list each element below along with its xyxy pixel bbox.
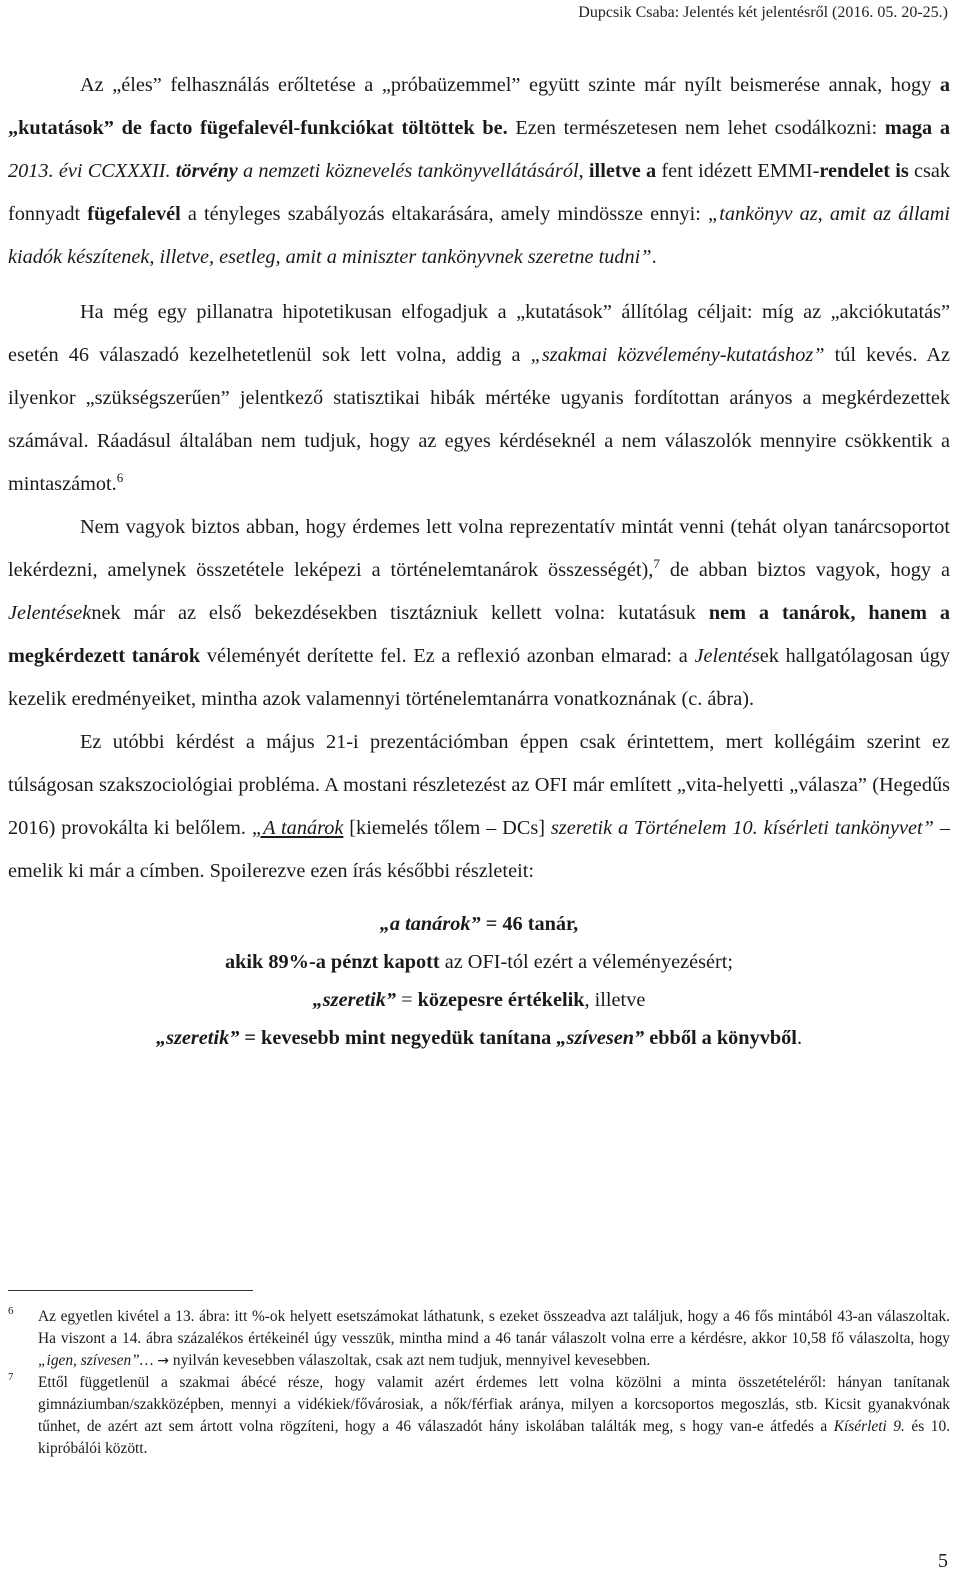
text-run: Ez utóbbi kérdést a május 21-i prezentációmban éppen csak érintettem, mert kollégáim szerint ez túlságosan szakszociológiai probléma. A mostani részletezést az OFI már említett „vita-helyetti „válasza” (Hegedűs 2016) provokálta ki belőlem. — [8, 731, 950, 839]
italic-text: a nemzeti köznevelés tankönyvellátásáról — [237, 160, 579, 182]
text-run: Ettől függetlenül a szakmai ábécé része, hogy valamit azért érdemes lett volna közölni a minta összetételéről: hányan tanítanak gimnáziumban/szakközépben, mennyi a vidékiek/fővárosiak, a nők/férfiak aránya, milyen a korcsoportos megoszlás, stb. Kicsit gyanakvónak tűnhet, de azért azt sem ártott volna rögzíteni, hogy a 46 válaszadót hány iskolában találták meg, s hogy van-e átfedés a — [38, 1374, 950, 1435]
right-arrow-icon: → — [157, 1352, 170, 1369]
paragraph-3 — [8, 506, 950, 721]
bold-text: = 46 tanár, — [480, 913, 579, 935]
italic-text: Jelentés — [694, 645, 760, 667]
footnote-6 — [8, 1306, 950, 1372]
bold-italic-text: törvény — [175, 160, 238, 182]
text-run: Az „éles” felhasználás erőltetése a „próbaüzemmel” együtt szinte már nyílt beismerése annak, hogy — [80, 74, 940, 96]
footnote-ref-6[interactable]: 6 — [116, 470, 124, 486]
bold-text: maga a — [884, 117, 950, 139]
bold-text: illetve a — [588, 160, 657, 182]
text-run: . — [651, 246, 657, 268]
footnote-number: 7 — [8, 1371, 14, 1384]
text-run: de abban biztos vagyok, hogy a — [659, 559, 950, 581]
text-run: , illetve — [584, 989, 646, 1011]
bold-text: ebből a könyvből — [644, 1027, 797, 1049]
text-run: Ha még egy pillanatra hipotetikusan elfogadjuk a „kutatások” állítólag céljait: míg az „akciókutatás” esetén 46 válaszadó kezelhetetlenül sok lett volna, addig a — [8, 301, 950, 366]
footnote-number: 6 — [8, 1305, 14, 1317]
summary-line-2 — [8, 943, 950, 981]
italic-text: szeretik a Történelem 10. kísérleti tankönyvet” — [550, 817, 934, 839]
underlined-italic-text: „A tanárok — [251, 817, 344, 839]
text-run: , — [578, 160, 589, 182]
body-text — [8, 64, 950, 1057]
running-header: Dupcsik Csaba: Jelentés két jelentésről (2016. 05. 20-25.) — [578, 4, 948, 21]
footnote-ref-7[interactable]: 7 — [653, 556, 660, 572]
text-run: [kiemelés tőlem – DCs] — [343, 817, 551, 839]
text-run: fent idézett EMMI- — [656, 160, 820, 182]
footnote-separator — [8, 1290, 253, 1291]
text-run: Nem vagyok biztos abban, hogy érdemes lett volna reprezentatív mintát venni (tehát olyan tanárcsoportot lekérdezni, amelynek összetétele leképezi a történelemtanárok összességét), — [8, 516, 950, 581]
italic-text: „szakmai közvélemény-kutatáshoz” — [530, 344, 825, 366]
bold-text: közepesre értékelik — [417, 989, 585, 1011]
text-run: a tényleges szabályozás eltakarására, amely mindössze ennyi: — [180, 203, 708, 225]
italic-text: Kísérleti 9. — [833, 1417, 905, 1435]
text-run: és 10. kipróbálói között. — [38, 1417, 950, 1457]
bold-text: = kevesebb mint negyedük tanítana — [239, 1027, 557, 1049]
text-run: nek már az első bekezdésekben tisztázniuk kellett volna: kutatásuk — [91, 602, 709, 624]
italic-text: Jelentések — [8, 602, 92, 624]
bold-text: nem a tanárok, hanem a megkérdezett tanárok — [8, 602, 950, 667]
italic-quote: „tankönyv az, amit az állami kiadók készítenek, illetve, esetleg, amit a miniszter tankönyvnek szeretne tudni” — [8, 203, 950, 268]
bold-italic-text: „a tanárok” — [379, 913, 481, 935]
text-run: Ezen természetesen nem lehet csodálkozni: — [507, 117, 885, 139]
text-run: véleményét derítette fel. Ez a reflexió azonban elmarad: a — [200, 645, 695, 667]
summary-line-1 — [8, 905, 950, 943]
bold-text: a „kutatások” de facto fügefalevél-funkciókat töltöttek be. — [8, 74, 950, 139]
bold-text: akik 89%-a pénzt kapott — [224, 951, 440, 973]
text-run: . — [796, 1027, 803, 1049]
footnote-7 — [8, 1372, 950, 1459]
italic-text: „igen, szívesen”… — [38, 1351, 154, 1369]
text-run: túl kevés. Az ilyenkor „szükségszerűen” jelentkező statisztikai hibák mértéke ugyanis fordítottan arányos a megkérdezettek számával. Ráadásul általában nem tudjuk, hogy az egyes kérdéseknél a nem válaszolók mennyire csökkentik a mintaszámot. — [8, 344, 950, 495]
text-run: Az egyetlen kivétel a 13. ábra: itt %-ok helyett esetszámokat láthatunk, s ezeket összeadva azt találjuk, hogy a 46 fős mintából 43-an válaszoltak. Ha viszont a 14. ábra százalékos értékeinél úgy vesszük, mintha mind a 46 tanár válaszolt volna erre a kérdésre, akkor 10,58 fő válaszolta, hogy — [38, 1308, 950, 1347]
bold-italic-text: „szeretik” — [312, 989, 397, 1011]
italic-text: 2013. évi CCXXXII. — [8, 160, 176, 182]
text-run: = — [396, 989, 418, 1011]
bold-italic-text: „szívesen” — [556, 1027, 645, 1049]
text-run: csak fonnyadt — [8, 160, 951, 225]
paragraph-2 — [8, 291, 950, 506]
text-run: az OFI-tól ezért a véleményezésért; — [439, 951, 734, 973]
summary-line-4 — [8, 1019, 950, 1057]
summary-line-3 — [8, 981, 950, 1019]
paragraph-4 — [8, 721, 950, 893]
text-run: ek hallgatólagosan úgy kezelik eredményeiket, mintha azok valamennyi történelemtanárra vonatkoznának (c. ábra). — [8, 645, 950, 710]
text-run: – emelik ki már a címben. Spoilerezve ezen írás későbbi részleteit: — [8, 817, 950, 882]
page-number: 5 — [938, 1550, 948, 1572]
footnotes — [8, 1306, 950, 1460]
bold-text: rendelet is — [819, 160, 909, 182]
bold-text: fügefalevél — [87, 203, 181, 225]
paragraph-1 — [8, 64, 950, 279]
text-run: nyilván kevesebben válaszoltak, csak azt nem tudjuk, mennyivel kevesebben. — [169, 1351, 651, 1369]
bold-italic-text: „szeretik” — [155, 1027, 240, 1049]
